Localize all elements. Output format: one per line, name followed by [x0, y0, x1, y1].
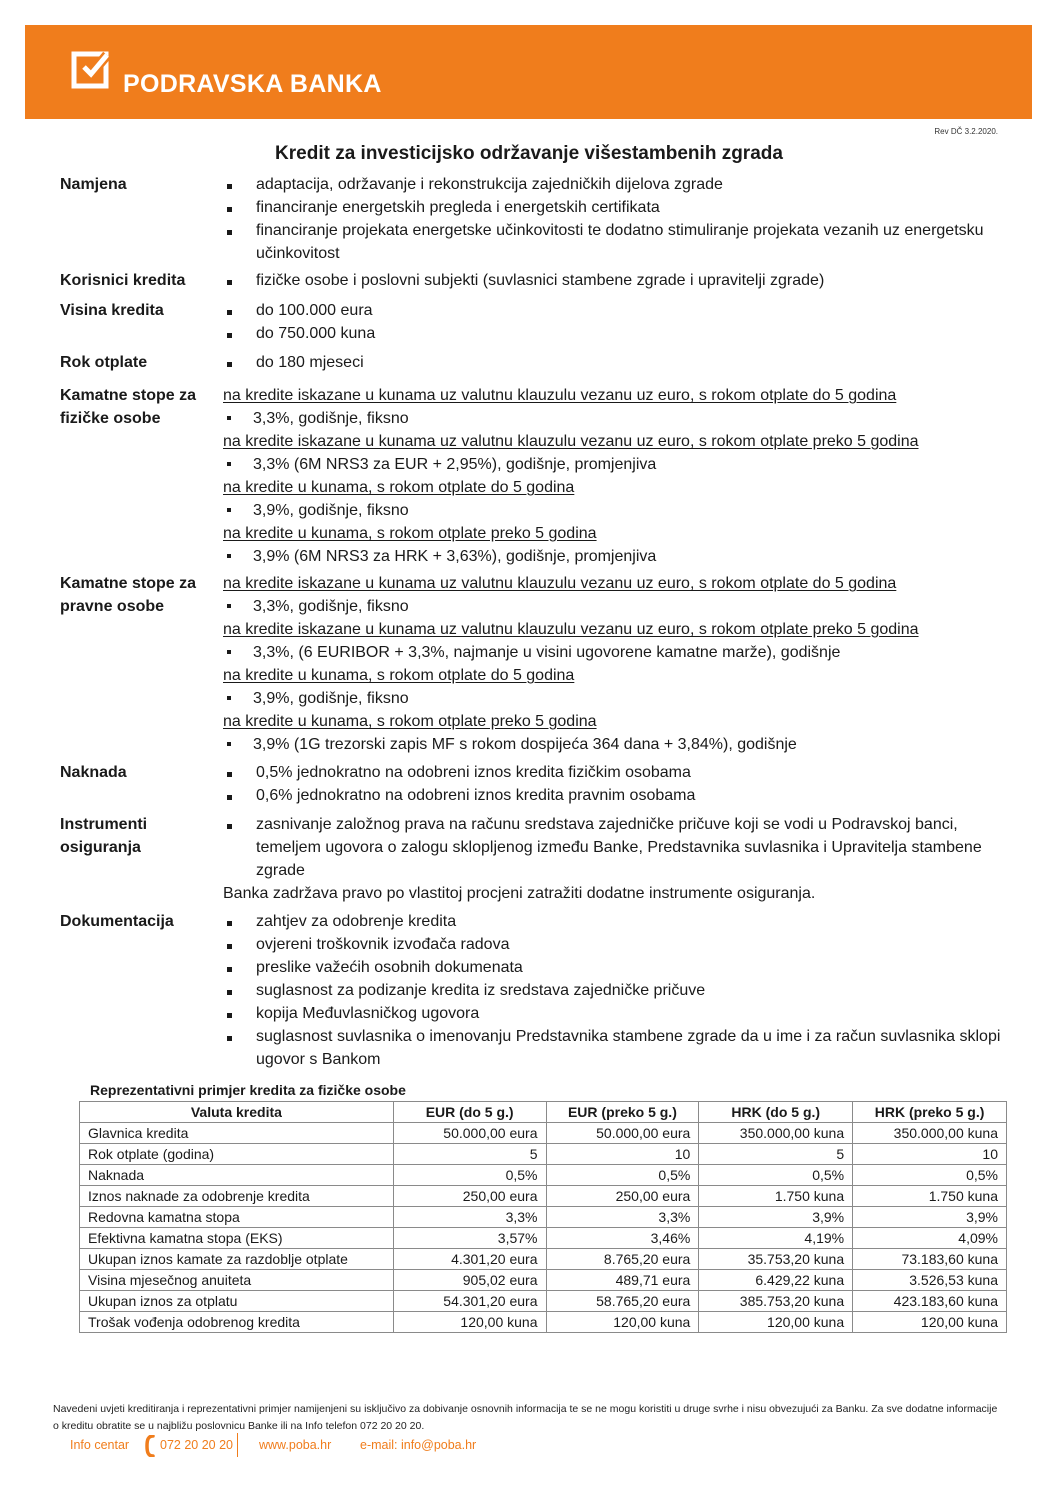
list-item: kopija Međuvlasničkog ugovora	[223, 1002, 1023, 1025]
podravska-banka-logo-icon	[71, 51, 111, 91]
table-cell: 250,00 eura	[393, 1186, 546, 1207]
table-cell: 489,71 eura	[546, 1270, 699, 1291]
table-cell: 50.000,00 eura	[393, 1123, 546, 1144]
table-cell: 6.429,22 kuna	[699, 1270, 853, 1291]
table-cell: 120,00 kuna	[699, 1312, 853, 1333]
table-row	[80, 1312, 1007, 1333]
table-cell: 5	[699, 1144, 853, 1165]
section-note: Banka zadržava pravo po vlastitoj procjeni zatražiti dodatne instrumente osiguranja.	[223, 885, 816, 902]
rate-item: 3,9%, godišnje, fiksno	[223, 687, 1023, 710]
table-cell: 3,9%	[699, 1207, 853, 1228]
list-item: fizičke osobe i poslovni subjekti (suvlasnici stambene zgrade i upravitelji zgrade)	[223, 269, 1023, 292]
table-cell: 3,3%	[393, 1207, 546, 1228]
table-cell: 3,57%	[393, 1228, 546, 1249]
header-banner	[25, 25, 1032, 119]
table-row	[80, 1228, 1007, 1249]
table-cell: 1.750 kuna	[853, 1186, 1007, 1207]
row-label: Naknada	[80, 1165, 394, 1186]
table-cell: 73.183,60 kuna	[853, 1249, 1007, 1270]
section-label: Visina kredita	[60, 302, 164, 319]
table-row	[80, 1123, 1007, 1144]
list-item: preslike važećih osobnih dokumenata	[223, 956, 1023, 979]
table-cell: 120,00 kuna	[393, 1312, 546, 1333]
section-label: Naknada	[60, 764, 127, 781]
table-cell: 58.765,20 eura	[546, 1291, 699, 1312]
row-label: Iznos naknade za odobrenje kredita	[80, 1186, 394, 1207]
column-header: EUR (preko 5 g.)	[546, 1102, 699, 1123]
table-cell: 3,46%	[546, 1228, 699, 1249]
rate-heading: na kredite u kunama, s rokom otplate do 5 godina	[223, 667, 575, 684]
table-cell: 50.000,00 eura	[546, 1123, 699, 1144]
rate-item: 3,3%, godišnje, fiksno	[223, 595, 1023, 618]
phone-handset-icon	[145, 1435, 155, 1457]
table-row	[80, 1270, 1007, 1291]
list-item: zasnivanje založnog prava na računu sredstava zajedničke pričuve koji se vodi u Podravskoj banci, temeljem ugovora o zalogu sklopljenog između Banke, Predstavnika suvlasnika i Upravitelja stambene zgrade	[223, 813, 1023, 882]
table-cell: 905,02 eura	[393, 1270, 546, 1291]
rate-item: 3,3% (6M NRS3 za EUR + 2,95%), godišnje, promjenjiva	[223, 453, 1023, 476]
table-cell: 0,5%	[699, 1165, 853, 1186]
revision-note: Rev DČ 3.2.2020.	[934, 127, 998, 136]
info-centar-label: Info centar	[70, 1438, 130, 1452]
list-item: suglasnost suvlasnika o imenovanju Predstavnika stambene zgrade da u ime i za račun suvlasnika sklopi ugovor s Bankom	[223, 1025, 1023, 1071]
disclaimer-text: Navedeni uvjeti kreditiranja i reprezentativni primjer namijenjeni su isključivo za dobivanje osnovnih informacija te se ne mogu koristiti u druge svrhe i nisu obvezujući za Banku. Za sve dodatne informacije o kreditu obratite se u najbližu poslovnicu Banke ili na Info telefon 072 20 20 20.	[53, 1403, 998, 1432]
rate-item: 3,9%, godišnje, fiksno	[223, 499, 1023, 522]
rate-heading: na kredite u kunama, s rokom otplate preko 5 godina	[223, 713, 597, 730]
table-row	[80, 1165, 1007, 1186]
list-item: 0,6% jednokratno na odobreni iznos kredita pravnim osobama	[223, 784, 1023, 807]
column-header: Valuta kredita	[80, 1102, 394, 1123]
table-cell: 0,5%	[393, 1165, 546, 1186]
table-cell: 54.301,20 eura	[393, 1291, 546, 1312]
representative-example-table	[79, 1101, 1007, 1333]
table-cell: 0,5%	[853, 1165, 1007, 1186]
section-label: Korisnici kredita	[60, 272, 186, 289]
rate-item: 3,9% (1G trezorski zapis MF s rokom dospijeća 364 dana + 3,84%), godišnje	[223, 733, 1023, 756]
section-label: Namjena	[60, 176, 127, 193]
list-item: do 100.000 eura	[223, 299, 1023, 322]
table-cell: 5	[393, 1144, 546, 1165]
list-item: do 180 mjeseci	[223, 351, 1023, 374]
rate-item: 3,3%, (6 EURIBOR + 3,3%, najmanje u visini ugovorene kamatne marže), godišnje	[223, 641, 1023, 664]
rate-item: 3,3%, godišnje, fiksno	[223, 407, 1023, 430]
rate-heading: na kredite iskazane u kunama uz valutnu klauzulu vezanu uz euro, s rokom otplate preko 5 godina	[223, 621, 919, 638]
rate-heading: na kredite iskazane u kunama uz valutnu klauzulu vezanu uz euro, s rokom otplate do 5 godina	[223, 575, 897, 592]
rate-heading: na kredite iskazane u kunama uz valutnu klauzulu vezanu uz euro, s rokom otplate do 5 godina	[223, 387, 897, 404]
section-label: Kamatne stope za fizičke osobe	[60, 387, 197, 427]
table-cell: 3,3%	[546, 1207, 699, 1228]
table-cell: 250,00 eura	[546, 1186, 699, 1207]
rate-item: 3,9% (6M NRS3 za HRK + 3,63%), godišnje, promjenjiva	[223, 545, 1023, 568]
row-label: Glavnica kredita	[80, 1123, 394, 1144]
table-cell: 350.000,00 kuna	[699, 1123, 853, 1144]
list-item: financiranje energetskih pregleda i energetskih certifikata	[223, 196, 1023, 219]
row-label: Ukupan iznos kamate za razdoblje otplate	[80, 1249, 394, 1270]
section-label: Kamatne stope za pravne osobe	[60, 575, 197, 615]
section-label: Instrumenti osiguranja	[60, 816, 148, 856]
table-cell: 0,5%	[546, 1165, 699, 1186]
table-cell: 4,19%	[699, 1228, 853, 1249]
row-label: Efektivna kamatna stopa (EKS)	[80, 1228, 394, 1249]
table-cell: 423.183,60 kuna	[853, 1291, 1007, 1312]
email-link[interactable]: e-mail: info@poba.hr	[360, 1438, 477, 1452]
table-cell: 10	[853, 1144, 1007, 1165]
table-cell: 350.000,00 kuna	[853, 1123, 1007, 1144]
column-header: HRK (preko 5 g.)	[853, 1102, 1007, 1123]
list-item: 0,5% jednokratno na odobreni iznos kredita fizičkim osobama	[223, 761, 1023, 784]
table-cell: 120,00 kuna	[546, 1312, 699, 1333]
row-label: Trošak vođenja odobrenog kredita	[80, 1312, 394, 1333]
table-row	[80, 1144, 1007, 1165]
table-cell: 120,00 kuna	[853, 1312, 1007, 1333]
list-item: adaptacija, održavanje i rekonstrukcija zajedničkih dijelova zgrade	[223, 173, 1023, 196]
row-label: Redovna kamatna stopa	[80, 1207, 394, 1228]
table-cell: 3.526,53 kuna	[853, 1270, 1007, 1291]
table-row	[80, 1186, 1007, 1207]
rate-heading: na kredite iskazane u kunama uz valutnu klauzulu vezanu uz euro, s rokom otplate preko 5 godina	[223, 433, 919, 450]
table-header-row	[80, 1102, 1007, 1123]
list-item: financiranje projekata energetske učinkovitosti te dodatno stimuliranje projekata vezanih uz energetsku učinkovitost	[223, 219, 1023, 265]
row-label: Visina mjesečnog anuiteta	[80, 1270, 394, 1291]
table-cell: 4.301,20 eura	[393, 1249, 546, 1270]
bank-name: PODRAVSKA BANKA	[123, 70, 382, 98]
list-item: do 750.000 kuna	[223, 322, 1023, 345]
row-label: Rok otplate (godina)	[80, 1144, 394, 1165]
row-label: Ukupan iznos za otplatu	[80, 1291, 394, 1312]
column-header: HRK (do 5 g.)	[699, 1102, 853, 1123]
column-header: EUR (do 5 g.)	[393, 1102, 546, 1123]
table-row	[80, 1291, 1007, 1312]
page-title: Kredit za investicijsko održavanje višestambenih zgrada	[275, 143, 783, 164]
list-item: suglasnost za podizanje kredita iz sredstava zajedničke pričuve	[223, 979, 1023, 1002]
table-cell: 8.765,20 eura	[546, 1249, 699, 1270]
table-caption: Reprezentativni primjer kredita za fizičke osobe	[90, 1082, 406, 1098]
table-cell: 3,9%	[853, 1207, 1007, 1228]
section-label: Rok otplate	[60, 354, 148, 371]
list-item: zahtjev za odobrenje kredita	[223, 910, 1023, 933]
website-link[interactable]: www.poba.hr	[259, 1438, 332, 1452]
table-row	[80, 1207, 1007, 1228]
list-item: ovjereni troškovnik izvođača radova	[223, 933, 1023, 956]
rate-heading: na kredite u kunama, s rokom otplate do 5 godina	[223, 479, 575, 496]
phone-number-link[interactable]: 072 20 20 20	[160, 1438, 233, 1452]
section-label: Dokumentacija	[60, 913, 174, 930]
table-cell: 35.753,20 kuna	[699, 1249, 853, 1270]
table-row	[80, 1249, 1007, 1270]
rate-heading: na kredite u kunama, s rokom otplate preko 5 godina	[223, 525, 597, 542]
table-cell: 1.750 kuna	[699, 1186, 853, 1207]
table-cell: 10	[546, 1144, 699, 1165]
table-cell: 4,09%	[853, 1228, 1007, 1249]
table-cell: 385.753,20 kuna	[699, 1291, 853, 1312]
